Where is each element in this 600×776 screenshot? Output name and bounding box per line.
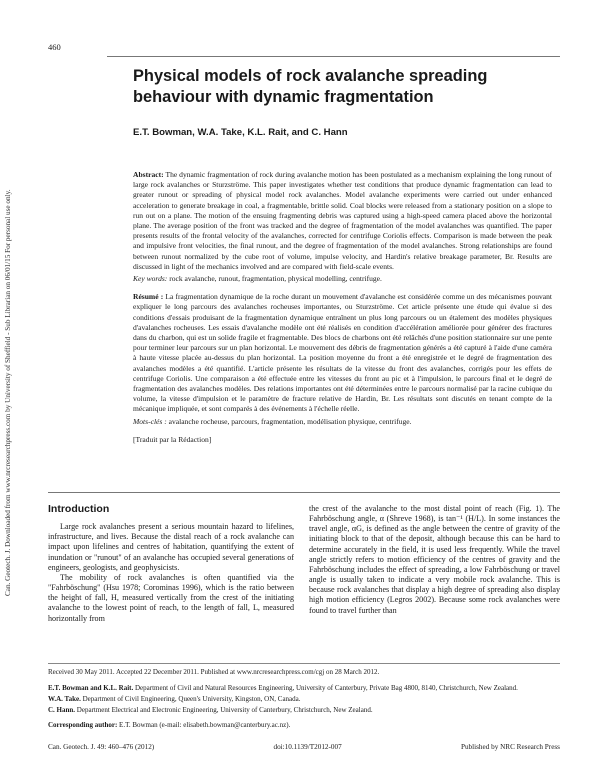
- journal-citation: Can. Geotech. J. 49: 460–476 (2012): [48, 743, 155, 751]
- affiliation-2-names: W.A. Take.: [48, 695, 81, 703]
- motscles-line: [133, 417, 552, 427]
- abstract-label: Abstract:: [133, 170, 164, 179]
- footnote-rule: [48, 663, 560, 664]
- affiliation-1-names: E.T. Bowman and K.L. Rait.: [48, 684, 134, 692]
- footnotes: [48, 668, 560, 732]
- affiliation-2: [48, 695, 560, 704]
- received-dates: Received 30 May 2011. Accepted 22 December 2011. Published at www.nrcresearchpress.com/cgj on 28 March 2012.: [48, 668, 380, 676]
- affiliation-1-text: Department of Civil and Natural Resources Engineering, University of Canterbury, Private Bag 4800, 8140, Christchurch, New Zealand.: [135, 684, 518, 692]
- corresponding-author-text: E.T. Bowman (e-mail: elisabeth.bowman@canterbury.ac.nz).: [119, 721, 291, 729]
- affiliation-2-text: Department of Civil Engineering, Queen's University, Kingston, ON, Canada.: [82, 695, 301, 703]
- resume-text: La fragmentation dynamique de la roche durant un mouvement d'avalanche est considérée comme un des mécanismes pouvant expliquer le long parcours des avalanches rocheuses importantes, ou Sturzströme. Cet article présente une étude qui évalue si des conditions d'essais produisant de la fragmentation dynamique entraînent un plus long parcours ou un étalement des modèles physiques d'avalanches rocheuses. Les essais d'avalanche modèle ont été réalisés en condition d'accélération améliorée pour générer des fractures dans du charbon, qui est un solide fragile et fragmentable. Des blocs de charbons ont été relâchés d'une position stationnaire sur une pente pour terminer leur parcours sur un plan horizontal. Le mouvement des débris de fragmentation générés a été capturé à l'aide d'une caméra à haute vitesse placée au-dessus du plan horizontal. La position moyenne du front a été enregistrée et le degré de fragmentation des avalanches modèles a été quantifié. L'article présente les résultats de la vitesse du front des avalanches, corrigés pour les effets de centrifuge Coriolis. Une comparaison a été effectuée entre les vitesses du front au pic et à l'impulsion, le parcours final et le degré de fragmentation des avalanches modèles. Des relations importantes ont été déterminées entre le parcours normalisé par la racine cubique du volume, la vitesse d'impulsion et le paramètre de fracture relative de Hardin, Br. Les résultats sont discutés en tenant compte de la mécanique impliquée, et sont comparés à des événements à l'échelle réelle.: [133, 292, 552, 414]
- doi-text: doi:10.1139/T2012-007: [273, 743, 342, 751]
- affiliation-3: [48, 706, 560, 715]
- corresponding-author: [48, 721, 560, 730]
- page-number: 460: [48, 42, 61, 52]
- abstract-paragraph: [133, 170, 552, 272]
- abstract-text: The dynamic fragmentation of rock during avalanche motion has been postulated as a mechanism explaining the long runout of large rock avalanches or Sturzströme. This paper investigates whether test conditions that produce dynamic fragmentation can lead to greater runout or spreading of physical model rock avalanches. Model avalanche experiments were carried out under enhanced acceleration to generate breakage in coal, a fragmentable, brittle solid. Coal blocks were released from a stationary position on a slope to run out on a plane. The motion of the ensuing fragmenting debris was captured using a high-speed camera placed above the horizontal plane. The average position of the front was tracked and the degree of fragmentation of the model avalanches was quantified. The paper presents results of the frontal velocity of the avalanches, corrected for centrifuge Coriolis effects. Comparison is made between the peak and impulsive front velocities, the final runout, and the degree of fragmentation of the model avalanches. Strong relationships are found between runout normalized by the cube root of volume, impulse velocity, and Hardin's relative breakage parameter, Br. Results are discussed in light of the mechanics involved and are compared with field-scale events.: [133, 170, 552, 271]
- article-title: Physical models of rock avalanche spreading behaviour with dynamic fragmentation: [133, 67, 488, 106]
- keywords-line: [133, 274, 552, 284]
- section-rule: [48, 492, 560, 493]
- corresponding-author-label: Corresponding author:: [48, 721, 118, 729]
- page-footer: [48, 743, 560, 751]
- affiliation-3-text: Department Electrical and Electronic Engineering, University of Canterbury, Christchurch, New Zealand.: [76, 706, 373, 714]
- motscles-label: Mots-clés :: [133, 416, 167, 426]
- publisher-text: Published by NRC Research Press: [460, 743, 560, 751]
- intro-paragraph-continued: the crest of the avalanche to the most distal point of reach (Fig. 1). The Fahrböschung angle, α (Shreve 1968), is tan⁻¹ (H/L). In some instances the travel angle, αG, is defined as the angle between the centre of gravity of the initiating block to that of the deposit, although because this can be hard to determine accurately in the field, it is used less frequently. While the travel angle strictly refers to motion efficiency of the centres of gravity and the Fahrböschung includes the effect of spreading, a low Fahrböschung or travel angle is usually taken to indicate a very mobile rock avalanche. This is because rock avalanches that display a high degree of spreading also display high motion efficiency (Legros 2002). Because some rock avalanches were found to travel further than: [309, 504, 560, 615]
- motscles-text: avalanche rocheuse, parcours, fragmentation, modélisation physique, centrifuge.: [168, 416, 412, 426]
- top-rule: [107, 56, 560, 57]
- keywords-label: Key words:: [133, 274, 168, 284]
- keywords-text: rock avalanche, runout, fragmentation, physical modelling, centrifuge.: [169, 274, 382, 284]
- affiliation-3-names: C. Hann.: [48, 706, 76, 714]
- affiliation-1: [48, 684, 560, 693]
- download-notice: Can. Geotech. J. Downloaded from www.nrcresearchpress.com by University of Sheffield - Sub Librarian on 06/01/15 For personal use only.: [4, 189, 12, 597]
- abstract-section: [133, 170, 552, 445]
- resume-paragraph: [133, 292, 552, 414]
- intro-paragraph-2: The mobility of rock avalanches is often quantified via the "Fahrböschung" (Hsu 1978; Corominas 1996), which is the ratio between the height of fall, H, measured vertically from the crest of the initiating avalanche to the lowest point of reach, to the length of fall, L, measured horizontally from: [48, 572, 294, 623]
- left-column: [48, 504, 294, 624]
- intro-paragraph-1: Large rock avalanches present a serious mountain hazard to lifelines, infrastructure, and lives. Because the distal reach of a rock avalanche can impact upon lifelines and centres of habitation, quantifying the extent of inundation or "runout" of an avalanche has occupied several generations of engineers, geologists, and geophysicists.: [48, 522, 294, 572]
- translation-note: [Traduit par la Rédaction]: [133, 434, 212, 444]
- right-column: [309, 504, 560, 616]
- introduction-heading: Introduction: [48, 503, 110, 515]
- resume-label: Résumé :: [133, 292, 164, 302]
- author-list: E.T. Bowman, W.A. Take, K.L. Rait, and C. Hann: [133, 127, 348, 138]
